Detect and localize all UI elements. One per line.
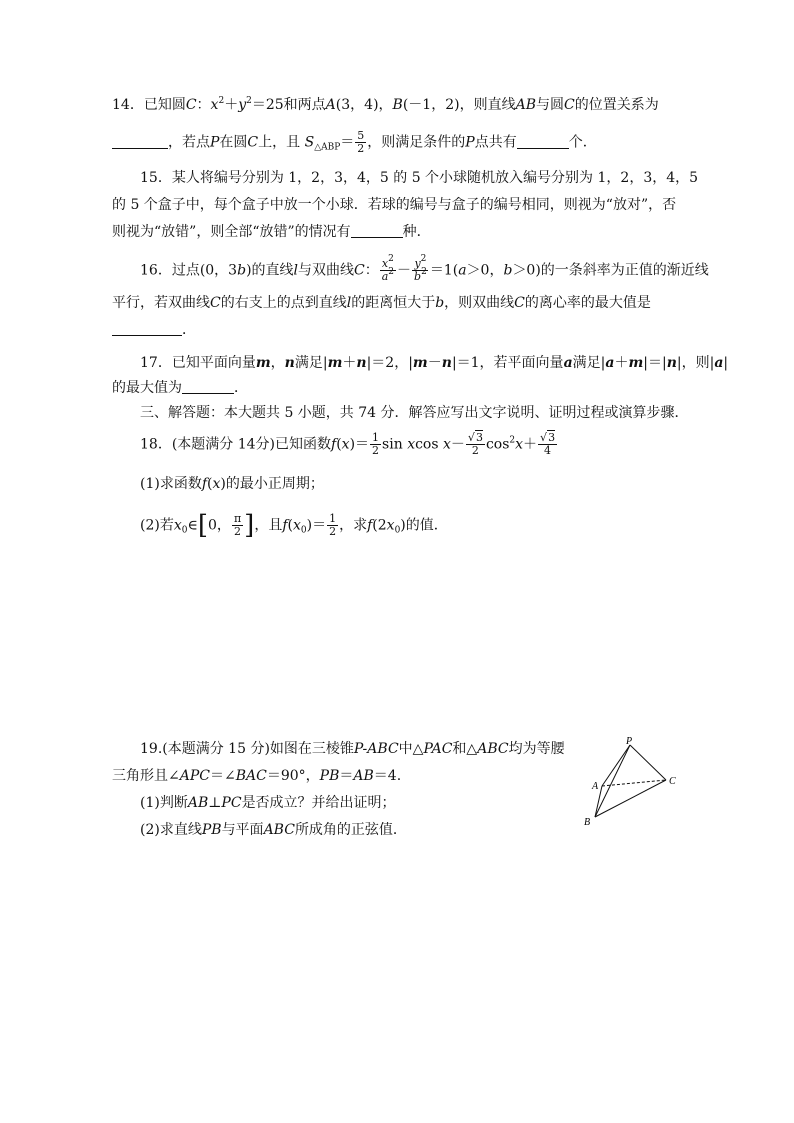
problem-15-line1: 15．某人将编号分别为 1，2，3，4，5 的 5 个小球随机放入编号分别为 1，2，3，4，5	[140, 170, 699, 186]
answer-blank-15	[351, 223, 403, 238]
answer-blank-17	[182, 379, 234, 394]
fraction-1-2: $\frac{1}{2}$	[372, 431, 380, 457]
problem-19-line1: 19.(本题满分 15 分)如图在三棱锥P-ABC中△PAC和△ABC均为等腰	[140, 741, 565, 757]
problem-18-q1: (1)求函数f(x)的最小正周期；	[140, 476, 324, 492]
fraction-x2-a2: $\frac{x^2}{a^2}$	[381, 254, 395, 283]
fraction-pi-2: $\frac{\pi}{2}$	[233, 512, 242, 538]
fraction-y2-b2: $\frac{y^2}{b^2}$	[414, 254, 427, 283]
problem-14-line1: 14．已知圆C：$x^2+y^2=25$和两点A(3，4)，B(－1，2)，则直线AB与圆C的位置关系为	[112, 96, 659, 113]
label-B: B	[584, 817, 591, 828]
fraction-sqrt3-4: $\frac{√3}{4}$	[540, 431, 556, 457]
problem-15-line3: 则视为“放错”，则全部“放错”的情况有 种．	[112, 224, 431, 240]
problem-19-q1: (1)判断AB⊥PC是否成立？并给出证明；	[140, 795, 396, 811]
edge-PA	[602, 745, 630, 786]
label-P: P	[626, 736, 633, 747]
fraction-sqrt3-2: $\frac{√3}{2}$	[467, 431, 483, 457]
answer-blank-14a	[112, 134, 168, 149]
section-3-header: 三、解答题：本大题共 5 小题，共 74 分．解答应写出文字说明、证明过程或演算步骤．	[140, 405, 689, 421]
problem-16-line3: ．	[112, 320, 196, 340]
label-C: C	[669, 776, 676, 787]
problem-18-line1: 18．(本题满分 14分)已知函数f(x)＝ $\frac{1}{2}$ sin xcos x－ $\frac{√3}{2}$ $\cos^2x+$ $\frac{√3}{4}$	[140, 431, 556, 457]
problem-16-line2: 平行，若双曲线C的右支上的点到直线l的距离恒大于b，则双曲线C的离心率的最大值是	[112, 295, 651, 311]
fraction-5-2: $\frac{5}{2}$	[357, 129, 365, 155]
answer-blank-14b	[517, 134, 569, 149]
problem-14-line2: ，若点P在圆C上，且 $S_{\triangle ABP}=$ $\frac{5}{2}$ ，则满足条件的P点共有 个．	[112, 130, 597, 155]
problem-17-line1: 17．已知平面向量m，n满足|m＋n|＝2，|m－n|＝1，若平面向量a满足|a＋m|＝|n|，则|a|	[140, 355, 729, 371]
edge-PC	[630, 745, 666, 780]
problem-18-q2: (2)若$x_0\in[0$， $\frac{\pi}{2}$ ]，且$f(x_0)=$ $\frac{1}{2}$ ，求$f(2x_0)$的值．	[140, 510, 448, 541]
problem-16-line1: 16．过点(0，3b)的直线l与双曲线C： $\frac{x^2}{a^2}$ － $\frac{y^2}{b^2}$ ＝1(a＞0，b＞0)的一条斜率为正值的渐近线	[140, 254, 709, 283]
tetrahedron-figure	[578, 735, 688, 831]
answer-blank-16	[112, 321, 182, 336]
problem-17-line2: 的最大值为 ．	[112, 380, 248, 396]
problem-19-line2: 三角形且∠APC＝∠BAC＝90°，PB＝AB＝4.	[112, 768, 402, 784]
label-A: A	[592, 781, 599, 792]
edge-PB	[595, 745, 630, 817]
edge-BC	[595, 780, 666, 817]
problem-19-q2: (2)求直线PB与平面ABC所成角的正弦值．	[140, 822, 407, 838]
fraction-1-2b: $\frac{1}{2}$	[329, 512, 337, 538]
problem-15-line2: 的 5 个盒子中，每个盒子中放一个小球．若球的编号与盒子的编号相同，则视为“放对”，否	[112, 197, 677, 213]
